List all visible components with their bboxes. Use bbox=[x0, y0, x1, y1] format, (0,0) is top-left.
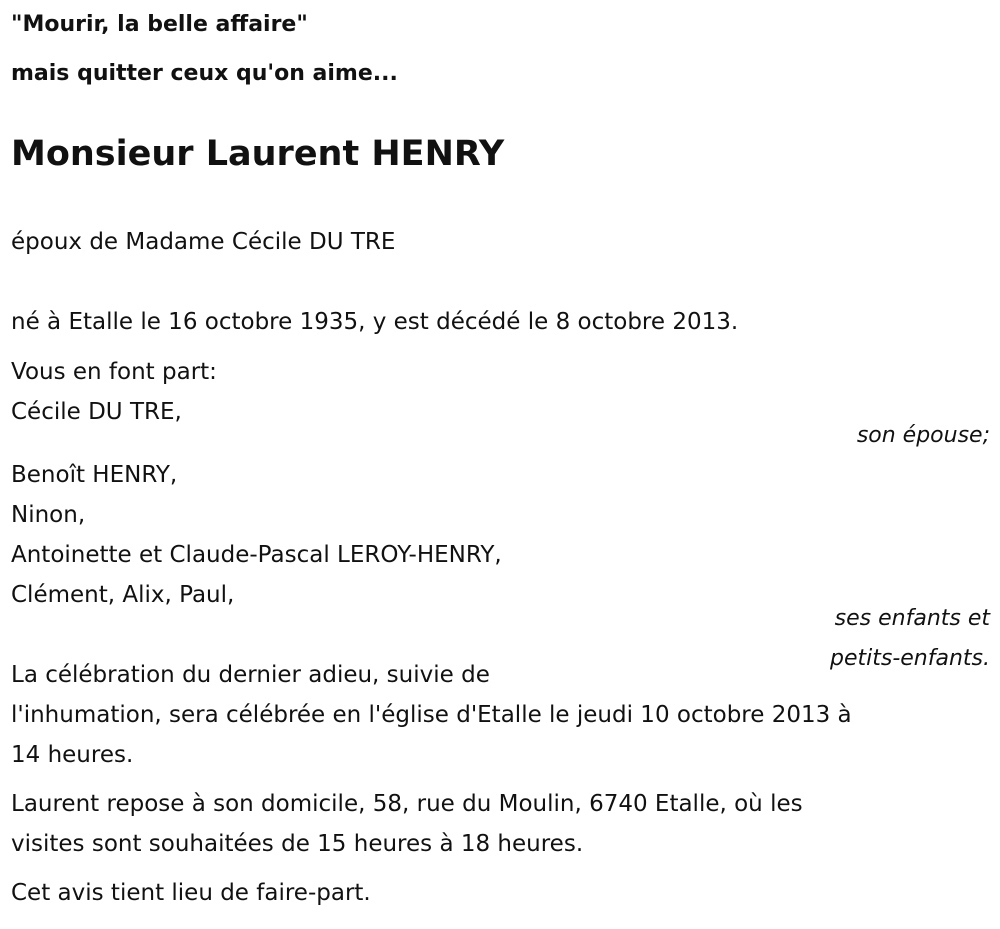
deceased-name: Monsieur Laurent HENRY bbox=[11, 134, 505, 174]
visitation-line-1: Laurent repose à son domicile, 58, rue du Moulin, 6740 Etalle, où les bbox=[11, 791, 803, 817]
epigraph-line-1: "Mourir, la belle affaire" bbox=[11, 12, 308, 37]
family-role-line-2: petits-enfants. bbox=[830, 646, 990, 671]
epigraph-line-2: mais quitter ceux qu'on aime... bbox=[11, 61, 398, 86]
spouse-role: son épouse; bbox=[856, 423, 990, 448]
family-member: Antoinette et Claude-Pascal LEROY-HENRY, bbox=[11, 542, 502, 568]
family-member: Ninon, bbox=[11, 502, 86, 528]
closing-line: Cet avis tient lieu de faire-part. bbox=[11, 880, 371, 906]
birth-death-line: né à Etalle le 16 octobre 1935, y est décédé le 8 octobre 2013. bbox=[11, 309, 739, 335]
spouse-name: Cécile DU TRE, bbox=[11, 399, 182, 425]
visitation-line-2: visites sont souhaitées de 15 heures à 18 heures. bbox=[11, 831, 584, 857]
ceremony-line-1: La célébration du dernier adieu, suivie de bbox=[11, 662, 490, 688]
ceremony-line-3: 14 heures. bbox=[11, 742, 134, 768]
family-member: Clément, Alix, Paul, bbox=[11, 582, 235, 608]
spouse-line: époux de Madame Cécile DU TRE bbox=[11, 229, 396, 255]
family-member: Benoît HENRY, bbox=[11, 462, 178, 488]
family-role-line-1: ses enfants et bbox=[834, 606, 990, 631]
announcement-intro: Vous en font part: bbox=[11, 359, 217, 385]
ceremony-line-2: l'inhumation, sera célébrée en l'église d'Etalle le jeudi 10 octobre 2013 à bbox=[11, 702, 852, 728]
